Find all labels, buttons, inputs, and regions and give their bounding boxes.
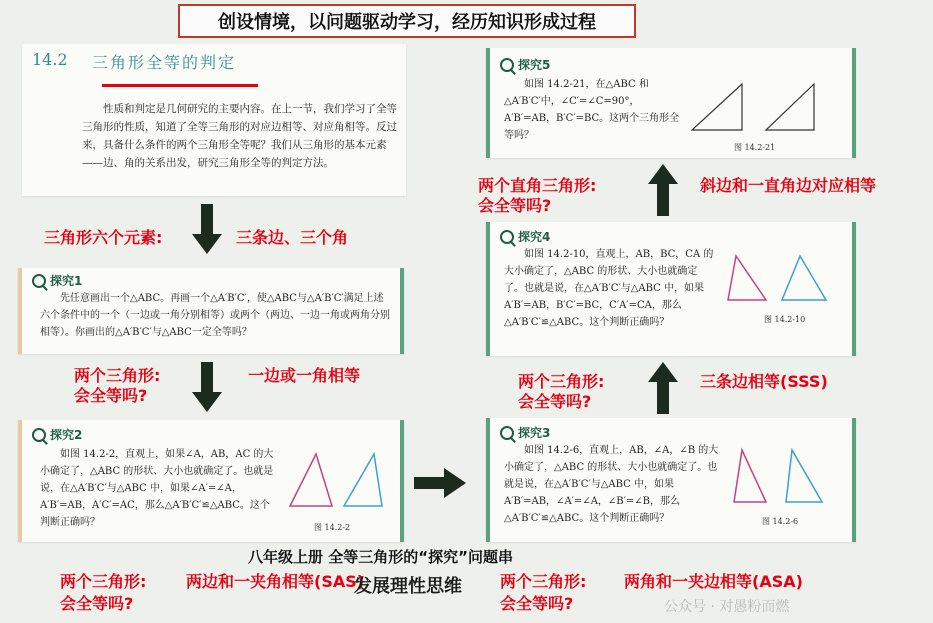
card-bar-right — [852, 48, 856, 158]
label-congruent-r1: 会全等吗? — [478, 196, 552, 215]
figure-14-2-21 — [686, 78, 836, 138]
card-bar-right — [852, 222, 856, 356]
explore-2-text: 如图 14.2-2，直观上，如果∠A，AB，AC 的大小确定了，△ABC 的形状、大小也就确定了。也就是说，在△A′B′C′与△ABC 中，如果∠A′=∠A，A′B′=AB，A′C′=AC，那么△A′B′C′≌△ABC。这个判断正确吗？ — [40, 449, 274, 528]
label-sss: 三条边相等(SSS) — [700, 372, 828, 391]
explore-2-card — [18, 420, 404, 542]
right-triangle-2 — [766, 84, 814, 130]
label-two-triangles-1: 两个三角形: — [74, 366, 161, 385]
card-bar — [486, 48, 490, 158]
explore-icon — [500, 58, 514, 72]
explore-4-badge — [500, 228, 550, 245]
figure-14-2-10-caption: 图 14.2-10 — [764, 315, 806, 324]
explore-icon — [500, 230, 514, 244]
card-bar — [400, 268, 404, 354]
card-bar — [400, 420, 404, 542]
explore-5-title: 探究5 — [518, 58, 551, 72]
caption: 八年级上册 全等三角形的“探究”问题串 — [248, 548, 513, 566]
right-arrow — [414, 466, 468, 500]
section-paragraph: 性质和判定是几何研究的主要内容。在上一节，我们学习了全等三角形的性质，知道了全等三角形的对应边相等、对应角相等。反过来，具备什么条件的两个三角形全等呢？我们从三角形的基本元素——边、角的关系出发，研究三角形全等的判定方法。 — [82, 103, 397, 169]
card-edge — [18, 420, 22, 542]
triangle-blue — [782, 256, 826, 300]
figure-14-2-2-caption: 图 14.2-2 — [314, 523, 351, 532]
page-title: 创设情境，以问题驱动学习，经历知识形成过程 — [218, 12, 596, 33]
card-edge — [18, 268, 22, 354]
explore-3-text: 如图 14.2-6，直观上，AB，∠A，∠B 的大小确定了，△ABC 的形状、大小也就确定了。也就是说，在△A′B′C′与△ABC 中，如果 A′B′=AB，∠A′=∠A，∠B′=∠B，那么△A′B′C′≌△ABC。这个判断正确吗？ — [504, 445, 719, 524]
triangle-pink — [290, 454, 332, 506]
section-number: 14.2 — [32, 50, 68, 69]
up-arrow-2 — [646, 362, 680, 414]
label-sas: 两边和一夹角相等(SAS) — [186, 572, 365, 591]
label-three-sides: 三条边、三个角 — [236, 228, 349, 247]
figure-14-2-10 — [722, 250, 842, 310]
right-triangle-1 — [692, 84, 742, 130]
triangle-pink — [728, 256, 766, 300]
card-bar — [486, 418, 490, 542]
figure-14-2-2 — [282, 446, 398, 516]
figure-14-2-21-caption: 图 14.2-21 — [734, 143, 776, 152]
explore-3-badge — [500, 424, 550, 441]
page-title-box — [178, 4, 636, 38]
explore-5-text: 如图 14.2-21，在△ABC 和△A′B′C′中，∠C′=∠C=90°，A′B′=AB，B′C′=BC。这两个三角形全等吗？ — [504, 79, 680, 141]
label-congruent-r2: 会全等吗? — [518, 392, 592, 411]
card-bar-right — [852, 418, 856, 542]
figure-14-2-6-caption: 图 14.2-6 — [762, 517, 799, 526]
explore-3-title: 探究3 — [518, 426, 551, 440]
triangle-blue — [786, 450, 822, 502]
watermark: 公众号 · 对愚粉而燃 — [664, 599, 790, 615]
explore-4-title: 探究4 — [518, 230, 551, 244]
figure-14-2-6 — [730, 444, 842, 510]
explore-icon — [32, 274, 46, 288]
overlay-text: 发展理性思维 — [354, 576, 462, 597]
triangle-blue — [344, 454, 382, 506]
explore-1-badge — [32, 272, 82, 289]
up-arrow-1 — [646, 164, 680, 216]
label-asa: 两角和一夹边相等(ASA) — [624, 572, 803, 591]
explore-2-badge — [32, 426, 82, 443]
label-congruent-b1: 会全等吗? — [60, 594, 134, 613]
label-one-side-angle: 一边或一角相等 — [248, 366, 361, 385]
down-arrow-2 — [190, 362, 224, 414]
section-heading: 三角形全等的判定 — [92, 53, 237, 72]
label-right-two: 两个直角三角形: — [478, 176, 597, 195]
explore-3-card — [486, 418, 856, 542]
label-congruent-1: 会全等吗? — [74, 386, 148, 405]
explore-1-text: 先任意画出一个△ABC。再画一个△A′B′C′，使△ABC与△A′B′C′满足上述六个条件中的一个（一边或一角分别相等）或两个（两边、一边一角或两角分别相等）。你画出的△A′B′C′与△ABC一定全等吗？ — [40, 293, 390, 338]
explore-4-text: 如图 14.2-10，直观上，AB，BC，CA 的大小确定了，△ABC 的形状、大小也就确定了。也就是说，在△A′B′C′与△ABC 中，如果 A′B′=AB，B′C′=BC，C′A′=CA，那么△A′B′C′≌△ABC。这个判断正确吗？ — [504, 249, 714, 328]
card-bar — [486, 222, 490, 356]
label-two-triangles-b1: 两个三角形: — [60, 572, 147, 591]
down-arrow-1 — [190, 204, 224, 256]
explore-1-title: 探究1 — [50, 274, 83, 288]
triangle-pink — [734, 450, 766, 502]
label-two-triangles-b2: 两个三角形: — [500, 572, 587, 591]
explore-5-card — [486, 48, 856, 158]
heading-underline — [102, 84, 258, 87]
label-congruent-b2: 会全等吗? — [500, 594, 574, 613]
label-six-elements: 三角形六个元素: — [44, 228, 163, 247]
section-intro-card — [22, 44, 406, 196]
explore-1-card — [18, 268, 404, 354]
explore-icon — [500, 426, 514, 440]
explore-icon — [32, 428, 46, 442]
explore-5-badge — [500, 56, 550, 73]
label-hl: 斜边和一直角边对应相等 — [700, 176, 877, 195]
explore-4-card — [486, 222, 856, 356]
explore-2-title: 探究2 — [50, 428, 83, 442]
label-two-triangles-r2: 两个三角形: — [518, 372, 605, 391]
